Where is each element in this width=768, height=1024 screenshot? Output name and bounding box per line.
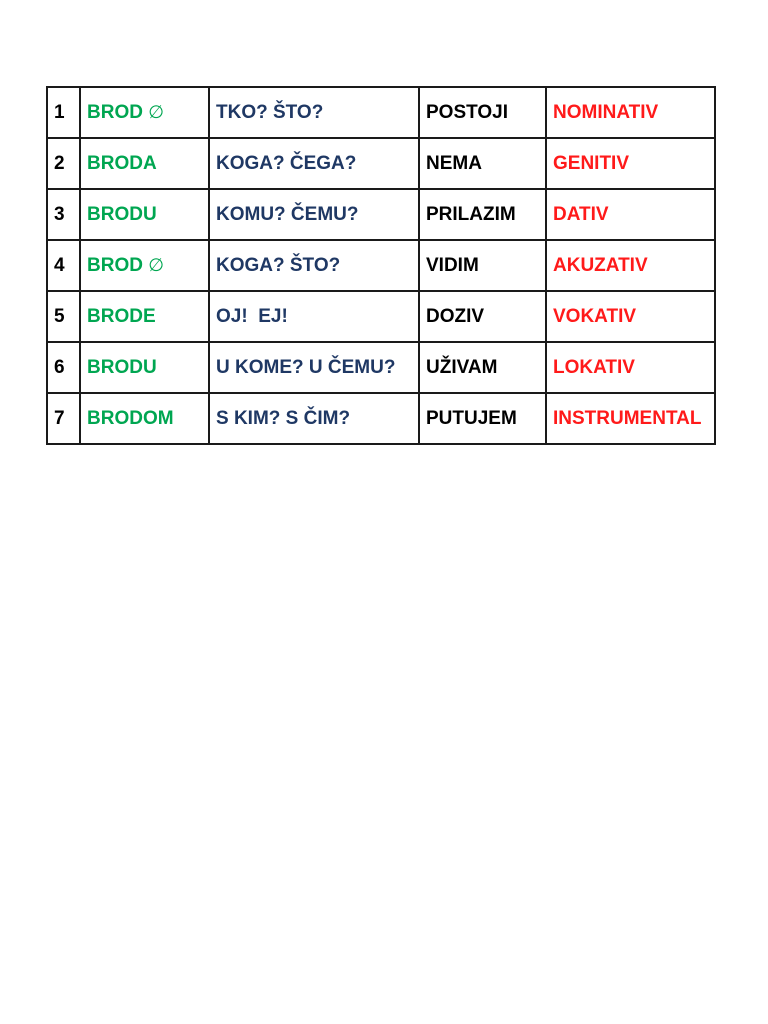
example-verb: NEMA <box>419 138 546 189</box>
example-verb: PUTUJEM <box>419 393 546 444</box>
table-row <box>47 87 715 138</box>
noun-form-text: BRODU <box>87 203 157 225</box>
row-number: 5 <box>47 291 80 342</box>
table-row <box>47 240 715 291</box>
noun-form-text: BRODU <box>87 356 157 378</box>
table-row <box>47 342 715 393</box>
table-row <box>47 291 715 342</box>
noun-form <box>80 291 209 342</box>
example-verb: PRILAZIM <box>419 189 546 240</box>
row-number: 6 <box>47 342 80 393</box>
case-name: INSTRUMENTAL <box>546 393 715 444</box>
noun-form <box>80 87 209 138</box>
case-question: OJ! EJ! <box>209 291 419 342</box>
case-question: TKO? ŠTO? <box>209 87 419 138</box>
table-row <box>47 393 715 444</box>
table-row <box>47 189 715 240</box>
row-number: 7 <box>47 393 80 444</box>
noun-form <box>80 138 209 189</box>
row-number: 2 <box>47 138 80 189</box>
case-name: GENITIV <box>546 138 715 189</box>
case-question: U KOME? U ČEMU? <box>209 342 419 393</box>
declension-table <box>46 86 716 445</box>
noun-form <box>80 342 209 393</box>
case-name: LOKATIV <box>546 342 715 393</box>
noun-form-text: BRODOM <box>87 407 174 429</box>
noun-form-text: BROD <box>87 254 143 276</box>
case-name: AKUZATIV <box>546 240 715 291</box>
row-number: 1 <box>47 87 80 138</box>
example-verb: DOZIV <box>419 291 546 342</box>
noun-form-text: BRODA <box>87 152 157 174</box>
table-row <box>47 138 715 189</box>
case-name: VOKATIV <box>546 291 715 342</box>
row-number: 3 <box>47 189 80 240</box>
row-number: 4 <box>47 240 80 291</box>
noun-form <box>80 189 209 240</box>
example-verb: POSTOJI <box>419 87 546 138</box>
case-question: S KIM? S ČIM? <box>209 393 419 444</box>
case-question: KOMU? ČEMU? <box>209 189 419 240</box>
empty-ending-mark: ∅ <box>148 101 164 123</box>
noun-form <box>80 240 209 291</box>
case-question: KOGA? ŠTO? <box>209 240 419 291</box>
noun-form-text: BRODE <box>87 305 156 327</box>
noun-form-text: BROD <box>87 101 143 123</box>
noun-form <box>80 393 209 444</box>
case-name: DATIV <box>546 189 715 240</box>
case-question: KOGA? ČEGA? <box>209 138 419 189</box>
example-verb: VIDIM <box>419 240 546 291</box>
empty-ending-mark: ∅ <box>148 254 164 276</box>
case-name: NOMINATIV <box>546 87 715 138</box>
example-verb: UŽIVAM <box>419 342 546 393</box>
